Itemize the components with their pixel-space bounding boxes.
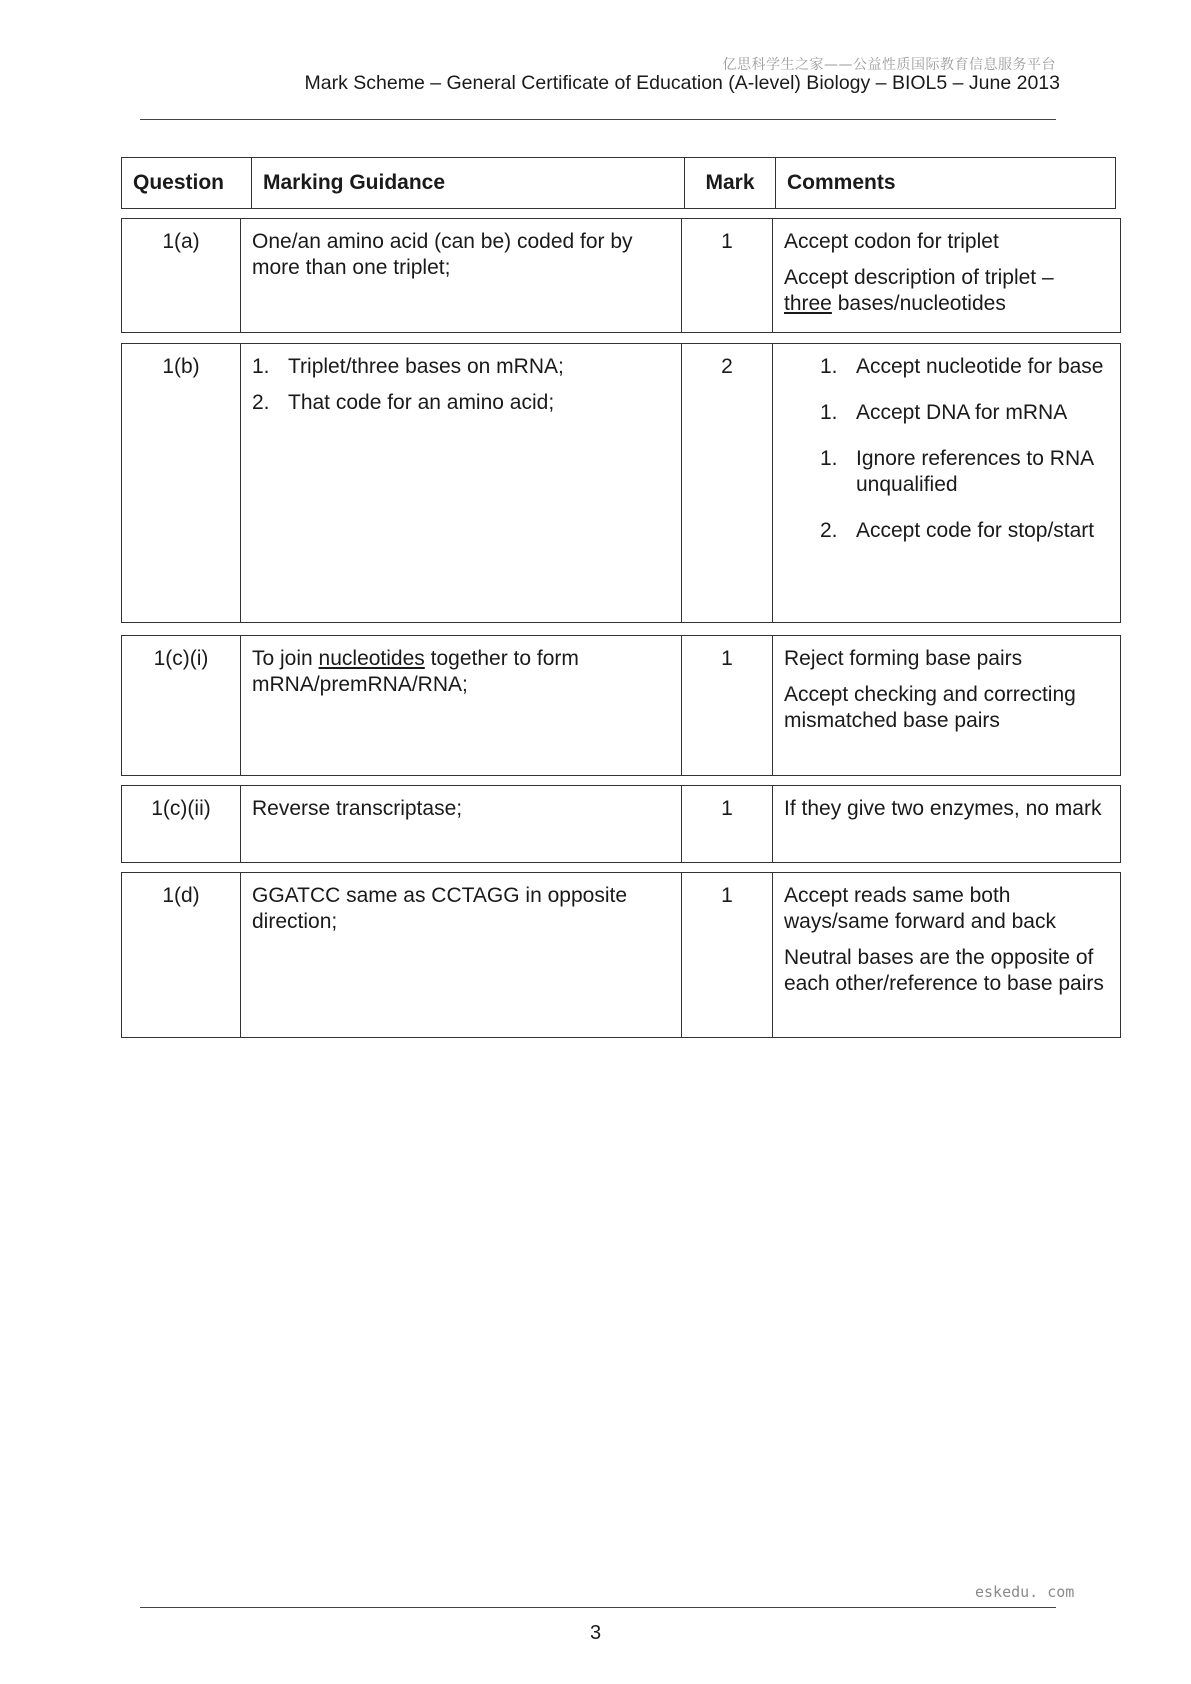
question-number: 1(b) [122, 344, 241, 623]
footer-watermark: eskedu. com [975, 1583, 1075, 1601]
table-row [121, 218, 1121, 333]
comment-text: Neutral bases are the opposite of each other/reference to base pairs [784, 946, 1104, 995]
underlined-word: three [784, 292, 832, 315]
comment-text: Accept reads same both ways/same forward and back [784, 884, 1056, 933]
table-row [121, 635, 1121, 776]
page-number: 3 [589, 1622, 602, 1644]
table-row [121, 343, 1121, 623]
comments-cell [773, 219, 1121, 333]
underlined-word: nucleotides [318, 647, 425, 670]
comment-point: 1. Accept DNA for mRNA [820, 401, 1068, 424]
marking-guidance: To join nucleotides together to form mRNA/premRNA/RNA; [241, 636, 682, 776]
table-row [121, 785, 1121, 863]
column-header-comments: Comments [776, 158, 1116, 209]
column-header-mark: Mark [685, 158, 776, 209]
comments-cell [773, 873, 1121, 1038]
guidance-point: 1. Triplet/three bases on mRNA; [252, 355, 564, 378]
column-header-guidance: Marking Guidance [252, 158, 685, 209]
comment-text: Accept codon for triplet [784, 230, 999, 253]
question-number: 1(d) [122, 873, 241, 1038]
mark-value: 1 [682, 786, 773, 863]
mark-value: 2 [682, 344, 773, 623]
page-header-title: Mark Scheme – General Certificate of Education (A-level) Biology – BIOL5 – June 2013 [304, 72, 1060, 94]
comment-point: 1. Ignore references to RNA unqualified [820, 447, 1093, 496]
comment-text: Accept description of triplet – three bases/nucleotides [784, 266, 1054, 315]
comment-text: Accept checking and correcting mismatched base pairs [784, 683, 1076, 732]
question-number: 1(a) [122, 219, 241, 333]
comment-text: If they give two enzymes, no mark [784, 797, 1102, 820]
question-number: 1(c)(ii) [122, 786, 241, 863]
mark-value: 1 [682, 873, 773, 1038]
question-number: 1(c)(i) [122, 636, 241, 776]
comment-point: 2. Accept code for stop/start [820, 519, 1095, 542]
mark-value: 1 [682, 219, 773, 333]
comment-point: 1. Accept nucleotide for base [820, 355, 1104, 378]
marking-guidance: One/an amino acid (can be) coded for by more than one triplet; [241, 219, 682, 333]
comments-cell [773, 344, 1121, 623]
table-row [121, 872, 1121, 1038]
marking-guidance: GGATCC same as CCTAGG in opposite direction; [241, 873, 682, 1038]
comment-text: Reject forming base pairs [784, 647, 1023, 670]
header-divider [140, 119, 1056, 120]
comments-cell [773, 786, 1121, 863]
mark-scheme-header-table [121, 157, 1116, 209]
column-header-question: Question [122, 158, 252, 209]
mark-value: 1 [682, 636, 773, 776]
footer-divider [140, 1607, 1056, 1608]
comments-cell [773, 636, 1121, 776]
marking-guidance [241, 344, 682, 623]
guidance-point: 2. That code for an amino acid; [252, 391, 555, 414]
marking-guidance: Reverse transcriptase; [241, 786, 682, 863]
header-watermark: 亿思科学生之家——公益性质国际教育信息服务平台 [722, 57, 1056, 73]
